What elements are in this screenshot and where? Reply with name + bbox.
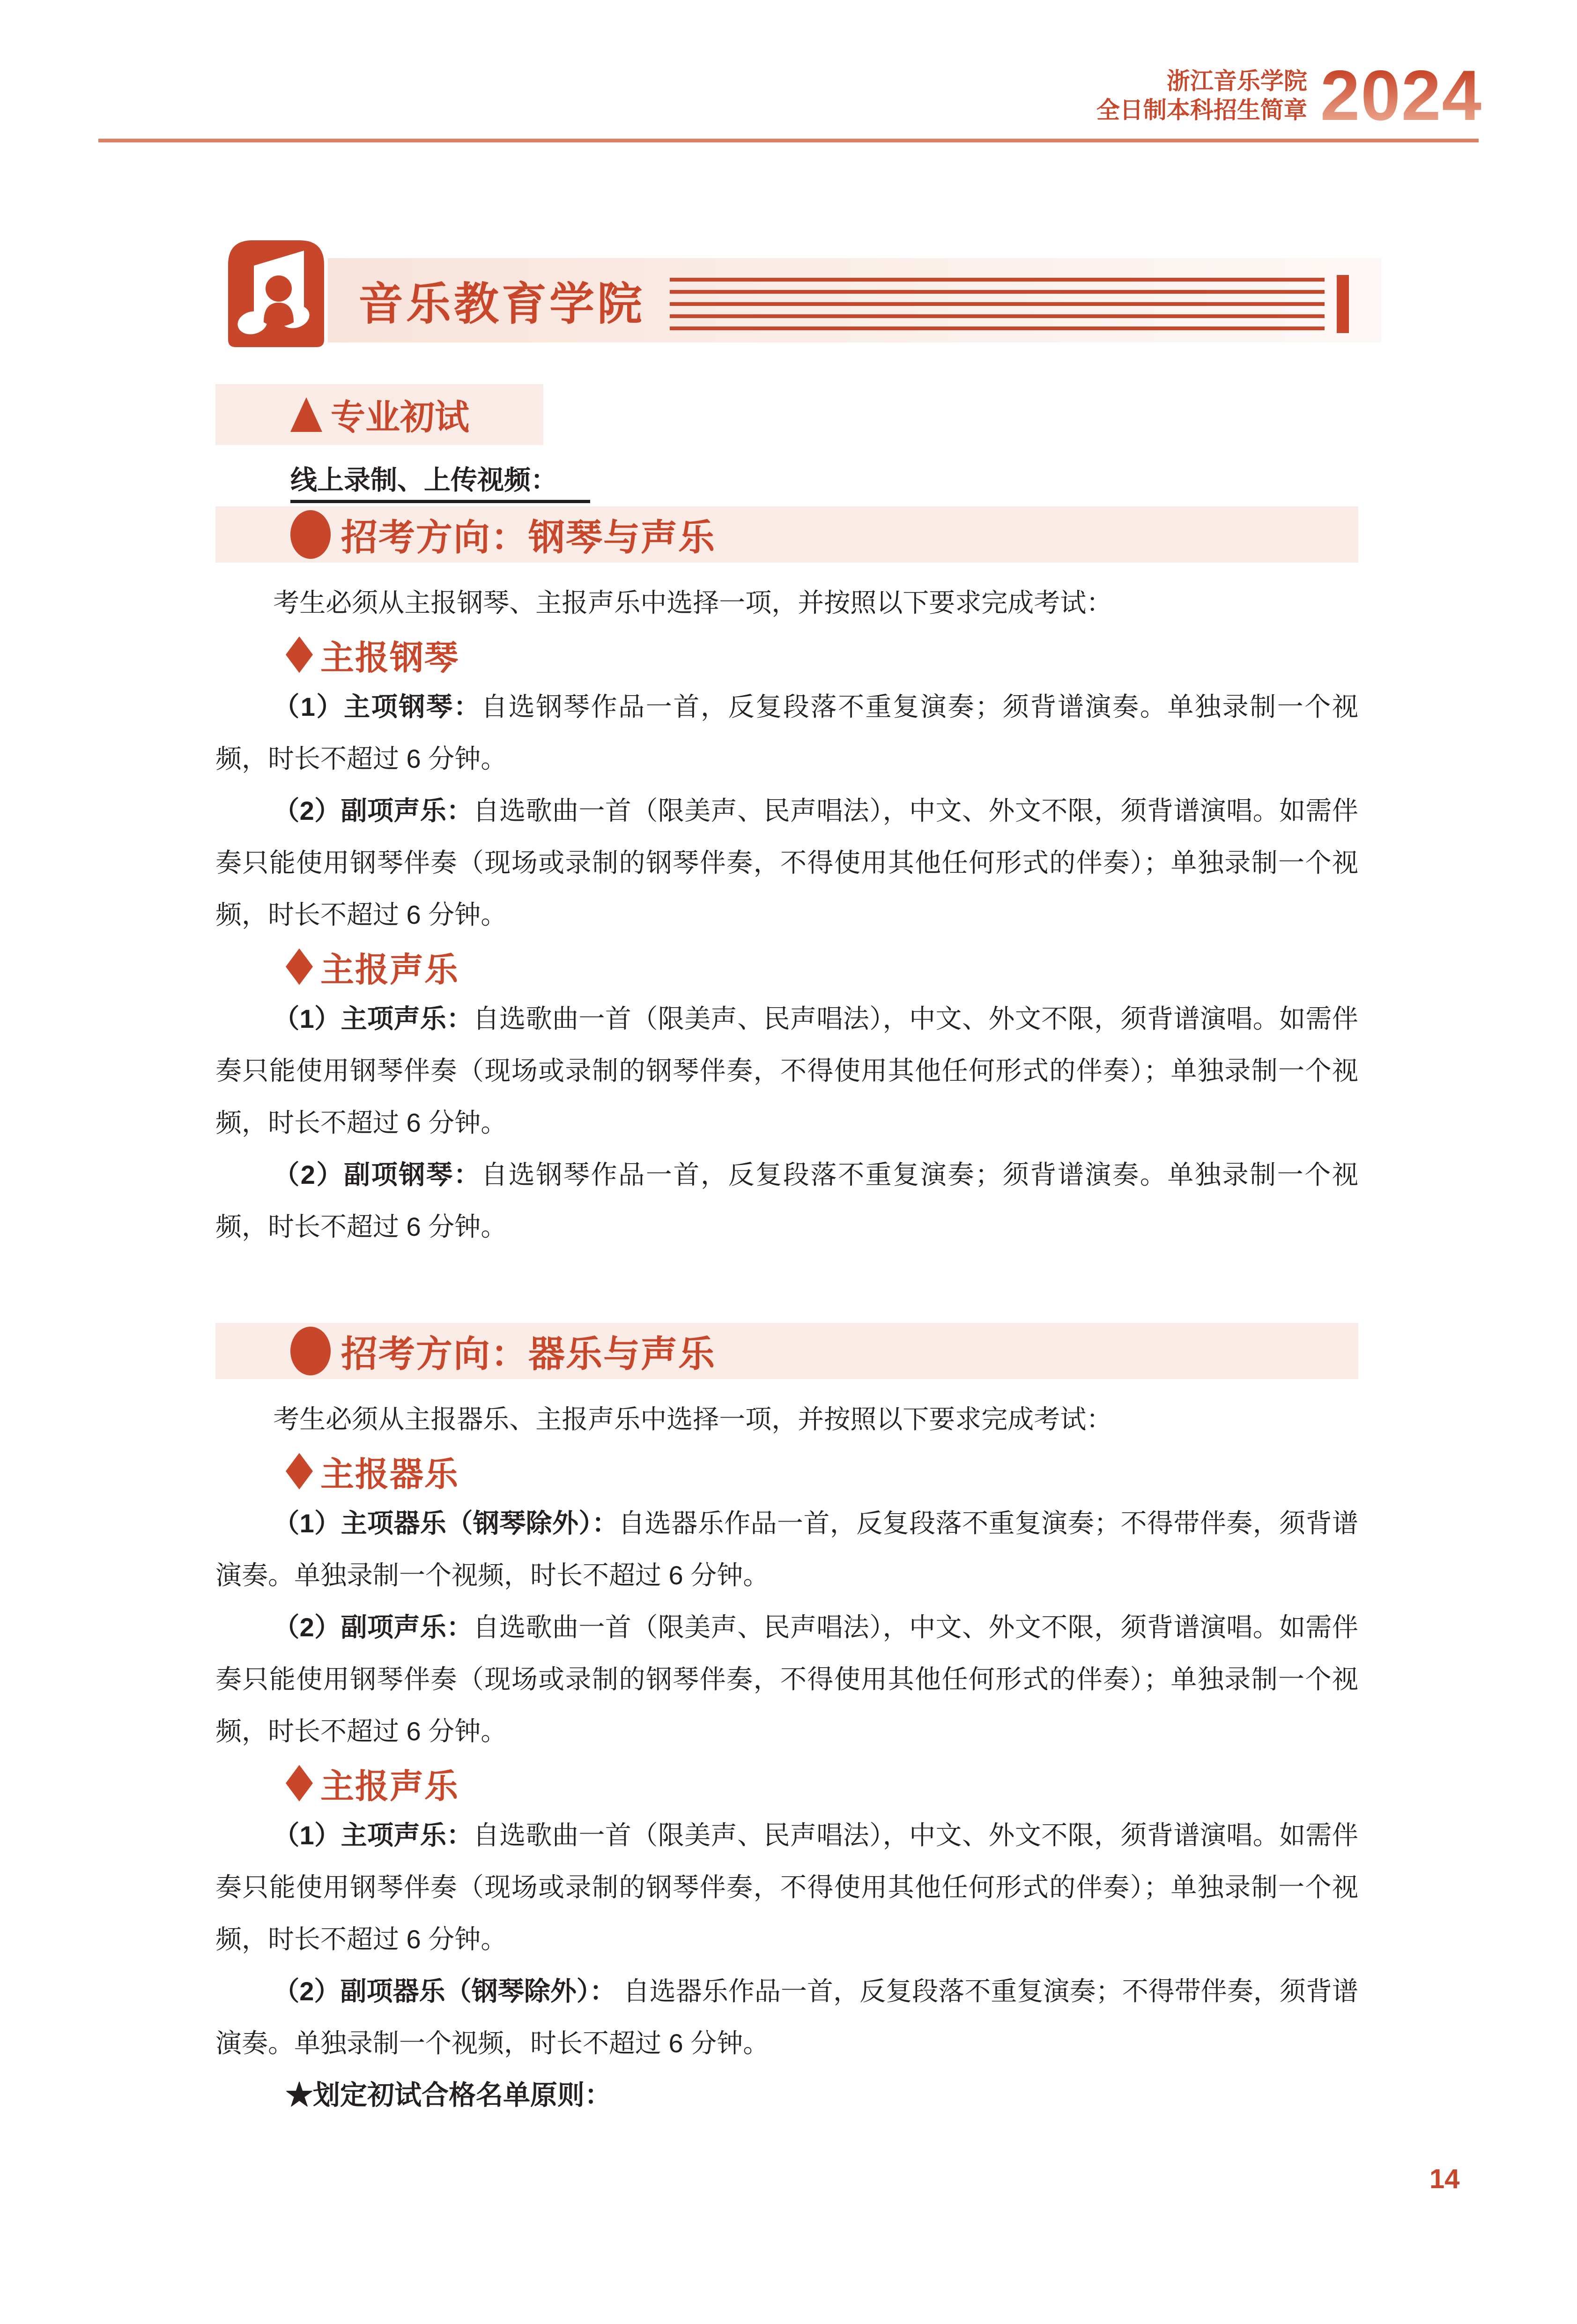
item-label: （2）副项钢琴： [273, 1160, 481, 1189]
subsection-title: 主报声乐 [320, 951, 459, 989]
item-label: （2）副项声乐： [273, 1612, 473, 1642]
item-label: （2）副项器乐（钢琴除外）： [273, 1976, 616, 2006]
page-number: 14 [1429, 2164, 1460, 2194]
requirement-item [215, 1497, 1358, 1601]
item-text: 自选歌曲一首（限美声、民声唱法），中文、外文不限，须背谱演唱。如需伴奏只能使用钢琴伴奏（现场或录制的钢琴伴奏，不得使用其他任何形式的伴奏）；单独录制一个视频，时长不超过 6 分钟。 [215, 796, 1358, 929]
page-header [1096, 56, 1482, 135]
staff-end-bar [1337, 275, 1349, 333]
requirement-item [215, 1809, 1358, 1965]
upload-note: 线上录制、上传视频： [290, 465, 590, 503]
item-text: 自选歌曲一首（限美声、民声唱法），中文、外文不限，须背谱演唱。如需伴奏只能使用钢琴伴奏（现场或录制的钢琴伴奏，不得使用其他任何形式的伴奏）；单独录制一个视频，时长不超过 6 分钟。 [215, 1820, 1358, 1954]
direction-banner-instrument-vocal [215, 1323, 1358, 1379]
item-label: （1）主项声乐： [273, 1004, 473, 1033]
requirement-item [215, 1601, 1358, 1757]
header-year: 2024 [1320, 56, 1482, 135]
college-title: 音乐教育学院 [358, 279, 645, 329]
diamond-icon [286, 1453, 313, 1490]
requirement-item [215, 785, 1358, 941]
staff-line [670, 302, 1325, 306]
subsection-main-piano [286, 629, 1358, 681]
header-school-name: 浙江音乐学院 [1166, 68, 1307, 94]
content-column [215, 384, 1358, 2121]
item-text: 自选钢琴作品一首，反复段落不重复演奏；须背谱演奏。单独录制一个视频，时长不超过 6 分钟。 [215, 1160, 1358, 1241]
item-label: （2）副项声乐： [273, 796, 473, 825]
item-text: 自选器乐作品一首，反复段落不重复演奏；不得带伴奏，须背谱演奏。单独录制一个视频，时长不超过 6 分钟。 [215, 1508, 1359, 1590]
direction-title: 招考方向：钢琴与声乐 [341, 517, 716, 558]
diamond-icon [286, 949, 313, 985]
ellipse-bullet-icon [290, 1327, 331, 1375]
upload-note-line [290, 454, 1358, 506]
section-header-initial-exam [215, 384, 543, 445]
subsection-main-instrument [286, 1445, 1358, 1497]
requirement-item [215, 1965, 1358, 2069]
header-divider [98, 139, 1479, 142]
subsection-main-vocal [286, 941, 1358, 993]
header-school-block [1096, 67, 1307, 125]
direction-title: 招考方向：器乐与声乐 [341, 1333, 716, 1374]
section-title: 专业初试 [331, 398, 469, 437]
item-label: （1）主项钢琴： [273, 692, 481, 721]
qualification-list-note: ★划定初试合格名单原则： [286, 2080, 612, 2110]
music-staff-lines [670, 278, 1349, 330]
staff-line [670, 290, 1325, 294]
direction-banner-piano-vocal [215, 506, 1358, 563]
triangle-icon [290, 397, 322, 432]
diamond-icon [286, 637, 313, 673]
ellipse-bullet-icon [290, 510, 331, 559]
music-note-person-icon [228, 240, 324, 347]
direction-intro: 考生必须从主报器乐、主报声乐中选择一项，并按照以下要求完成考试： [273, 1404, 1113, 1434]
direction-intro: 考生必须从主报钢琴、主报声乐中选择一项，并按照以下要求完成考试： [273, 588, 1113, 617]
requirement-item [215, 993, 1358, 1149]
staff-line [670, 314, 1325, 318]
subsection-main-vocal-2 [286, 1757, 1358, 1809]
diamond-icon [286, 1765, 313, 1802]
subsection-title: 主报钢琴 [320, 639, 459, 677]
item-text: 自选钢琴作品一首，反复段落不重复演奏；须背谱演奏。单独录制一个视频，时长不超过 6 分钟。 [215, 692, 1358, 773]
header-brochure-subtitle: 全日制本科招生简章 [1096, 97, 1307, 123]
subsection-title: 主报器乐 [320, 1455, 459, 1493]
requirement-item [215, 1149, 1358, 1253]
item-label: （1）主项器乐（钢琴除外）： [273, 1508, 619, 1538]
staff-line [670, 278, 1325, 282]
item-label: （1）主项声乐： [273, 1820, 473, 1850]
item-text: 自选器乐作品一首，反复段落不重复演奏；不得带伴奏，须背谱演奏。单独录制一个视频，时长不超过 6 分钟。 [215, 1976, 1358, 2058]
item-text: 自选歌曲一首（限美声、民声唱法），中文、外文不限，须背谱演唱。如需伴奏只能使用钢琴伴奏（现场或录制的钢琴伴奏，不得使用其他任何形式的伴奏）；单独录制一个视频，时长不超过 6 分钟。 [215, 1004, 1358, 1137]
item-text: 自选歌曲一首（限美声、民声唱法），中文、外文不限，须背谱演唱。如需伴奏只能使用钢琴伴奏（现场或录制的钢琴伴奏，不得使用其他任何形式的伴奏）；单独录制一个视频，时长不超过 6 分钟。 [215, 1612, 1358, 1746]
subsection-title: 主报声乐 [320, 1767, 459, 1805]
requirement-item [215, 681, 1358, 785]
staff-line [670, 327, 1325, 330]
